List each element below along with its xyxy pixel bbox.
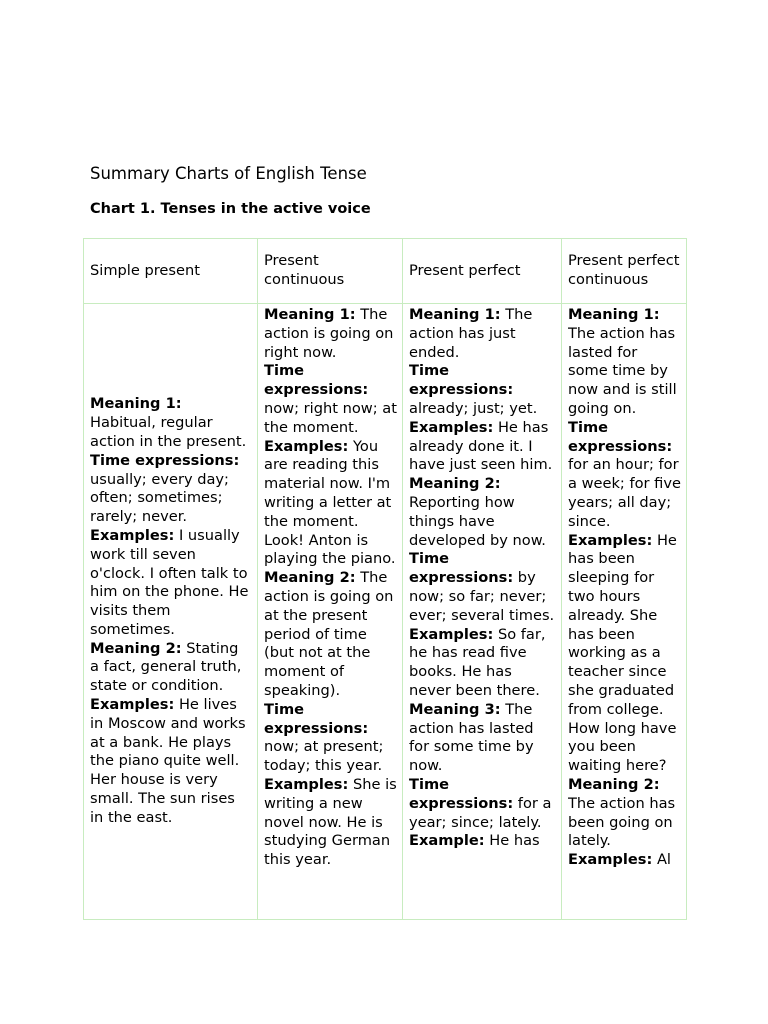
label: Examples:	[409, 625, 494, 643]
text: The action is going on right now.	[264, 306, 394, 361]
label: Example:	[409, 832, 485, 850]
text: usually; every day; often; sometimes; rarely; never.	[90, 470, 229, 526]
label: Meaning 1:	[409, 306, 501, 323]
cell-simple-present	[84, 304, 258, 920]
label: Time expressions:	[409, 362, 514, 399]
text: Reporting how things have developed by now.	[409, 493, 546, 549]
text: by now; so far; never; ever; several times.	[409, 569, 555, 624]
table-header-row	[84, 239, 687, 304]
header-present-continuous: Present continuous	[258, 239, 403, 304]
cell-content	[90, 395, 252, 827]
label: Meaning 2:	[264, 569, 356, 587]
text: He has already done it. I have just seen him.	[409, 418, 553, 474]
label: Time expressions:	[264, 362, 369, 399]
label: Examples:	[264, 775, 349, 793]
header-present-perfect-continuous: Present perfect continuous	[562, 239, 687, 304]
label: Time expressions:	[264, 700, 369, 737]
label: Meaning 2:	[409, 475, 501, 493]
header-present-perfect: Present perfect	[403, 239, 562, 304]
cell-present-perfect-continuous	[562, 304, 687, 920]
text: So far, he has read five books. He has never been there.	[409, 625, 546, 699]
text: The action has lasted for some time by now and is still going on.	[568, 324, 677, 417]
label: Meaning 1:	[264, 306, 356, 323]
label: Meaning 3:	[409, 700, 501, 718]
text: The action has been going on lately.	[568, 794, 676, 850]
label: Time expressions:	[409, 775, 514, 812]
label: Examples:	[409, 418, 494, 436]
label: Meaning 2:	[90, 639, 182, 657]
cell-content	[264, 306, 397, 913]
table-row	[84, 304, 687, 920]
chart-title: Chart 1. Tenses in the active voice	[90, 201, 371, 217]
text: already; just; yet.	[409, 399, 538, 417]
text: The action is going on at the present period of time (but not at the moment of speaking).	[264, 569, 394, 699]
text: for an hour; for a week; for five years; all day; since.	[568, 456, 681, 530]
label: Time expressions:	[568, 418, 673, 455]
text: You are reading this material now. I'm writing a letter at the moment. Look! Anton is playing the piano.	[264, 437, 396, 568]
text: now; at present; today; this year.	[264, 738, 384, 775]
label: Meaning 2:	[568, 775, 660, 793]
text: He lives in Moscow and works at a bank. He plays the piano quite well. Her house is very small. The sun rises in the east.	[90, 696, 246, 826]
label: Examples:	[568, 851, 653, 869]
cell-content	[568, 306, 681, 913]
text: Stating a fact, general truth, state or condition.	[90, 639, 242, 695]
label: Examples:	[568, 531, 653, 549]
text: He has	[484, 832, 540, 850]
header-simple-present: Simple present	[84, 239, 258, 304]
cell-content	[409, 306, 556, 913]
label: Examples:	[264, 437, 349, 455]
label: Meaning 1:	[90, 395, 182, 413]
label: Examples:	[90, 526, 175, 544]
label: Meaning 1:	[568, 306, 660, 323]
label: Time expressions:	[409, 550, 514, 587]
text: The action has just ended.	[409, 306, 533, 361]
text: now; right now; at the moment.	[264, 399, 397, 436]
text: She is writing a new novel now. He is studying German this year.	[264, 775, 397, 869]
text: He has been sleeping for two hours already. She has been working as a teacher since she graduated from college. How long have you been waiting here?	[568, 531, 677, 775]
cell-present-perfect	[403, 304, 562, 920]
text: I usually work till seven o'clock. I often talk to him on the phone. He visits them sometimes.	[90, 526, 249, 638]
label: Time expressions:	[90, 451, 240, 469]
tenses-table	[83, 238, 687, 920]
text: for a year; since; lately.	[409, 794, 552, 831]
cell-present-continuous	[258, 304, 403, 920]
text: The action has lasted for some time by now.	[409, 700, 534, 775]
document-title: Summary Charts of English Tense	[90, 164, 367, 183]
text: Habitual, regular action in the present.	[90, 414, 247, 450]
text: Al	[652, 851, 671, 869]
label: Examples:	[90, 696, 175, 714]
